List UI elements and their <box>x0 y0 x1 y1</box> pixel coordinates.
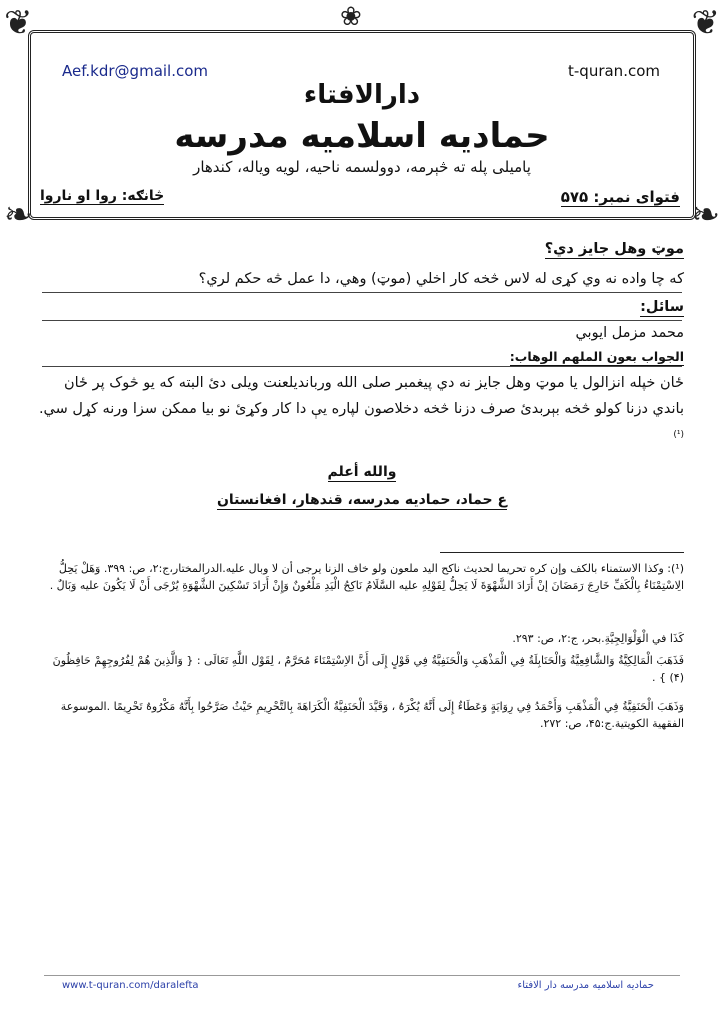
footer-divider <box>44 975 680 976</box>
wallahu-text: والله أعلم <box>327 464 397 480</box>
corner-ornament-icon: ❧ <box>691 195 720 235</box>
site-label: t-quran.com <box>568 62 660 80</box>
corner-ornament-icon: ❦ <box>691 3 720 43</box>
email-link[interactable]: Aef.kdr@gmail.com <box>62 62 209 80</box>
signature <box>0 492 724 508</box>
footer-label: حمادیه اسلامیه مدرسه دار الافتاء <box>517 980 654 991</box>
question-title-text: موټ وهل جایز دي؟ <box>544 241 684 257</box>
corner-ornament-icon: ❧ <box>4 195 33 235</box>
daralifta-title: دارالافتاء <box>303 80 421 110</box>
address-line: پامیلی پله ته څېرمه، دوولسمه ناحیه، لویه ویاله، کندهار <box>193 158 531 176</box>
footnote-marker: (¹) <box>673 430 684 440</box>
fatwa-number: فتوای نمبر: ۵۷۵ <box>560 188 680 206</box>
divider <box>42 292 682 293</box>
top-ornament-icon: ❀ <box>340 2 362 32</box>
footnote-3: فَذَهَبَ الْمَالِكِيَّةُ وَالشَّافِعِيَّةُ وَالْحَنَابِلَةُ فِي الْمَذْهَبِ وَالْحَنَفِيَّةُ فِي قَوْلٍ إِلَى أَنَّ الاِسْتِمْنَاءَ مُحَرَّمٌ ، لِقَوْل اللَّهِ تَعَالَى : { وَالَّذِينَ هُمْ لِفُرُوجِهِمْ حَافِظُونَ (۴) } . <box>52 654 684 684</box>
category-label: څانګه: روا او ناروا <box>40 188 165 204</box>
madrasa-title: حمادیه اسلامیه مدرسه <box>174 116 550 156</box>
question-title <box>38 236 684 262</box>
divider <box>42 366 682 367</box>
answer-text: ځان خپله انزالول یا موټ وهل جایز نه دي پیغمبر صلی الله وربانديلعنت ویلی دئ البته که یو څوک پر ځان باندي دزنا کولو څخه بېربدئ صرف دزنا څخه دخلاصون لپاره یې دا کار وکړئ نو بیا ممکن سزا ورنه کړل سي. <box>38 375 684 417</box>
answer-paragraph <box>38 370 684 452</box>
footnote-divider <box>440 552 684 553</box>
corner-ornament-icon: ❦ <box>4 3 33 43</box>
footer-link[interactable]: www.t-quran.com/daralefta <box>62 980 199 991</box>
asker-label-row <box>38 294 684 320</box>
wallahu-alam <box>0 464 724 480</box>
question-text: که چا واده نه وي کړی له لاس څخه کار اخلي (موټ) وهي، دا عمل څه حکم لري؟ <box>198 271 684 287</box>
asker-name: محمد مزمل ایوبي <box>575 325 684 341</box>
asker-label: سائل: <box>640 299 684 315</box>
footnote-4: وَذَهَبَ الْحَنَفِيَّةُ فِي الْمَذْهَبِ وَأَحْمَدُ فِي رِوَايَةٍ وَعَطَاءٌ إِلَى أَنَّهُ يُكْرَهُ ، وَقَيَّدَ الْحَنَفِيَّةُ الْكَرَاهَةَ بِالتَّحْرِيمِ حَيْثُ صَرَّحُوا بِأَنَّهُ مَكْرُوهٌ تَحْرِيمًا .الموسوعة الفقهية الكويتية.ج:۴۵، ص: ۲۷۲. <box>60 700 684 730</box>
answer-heading: الجواب بعون الملهم الوهاب: <box>509 349 684 364</box>
footnote-2: كَذَا في الْوَلْوَالِجِيَّةِ.بحر، ج:۲، ص: ۲۹۳. <box>512 632 684 645</box>
footnote-1: (¹): وکذا الاستمناء بالكف وإن كره تحريما لحديث ناكح اليد ملعون ولو خاف الزنا يرجى أن لا وبال عليه.الدرالمختار،ج:۲، ص: ۳۹۹. وَهَلْ يَحِلُّ الِاسْتِمْنَاءُ بِالْكَفِّ خَارِجَ رَمَضَانَ إنْ أَرَادَ الشَّهْوَةَ لَا يَحِلُّ لِقَوْلِهِ عليه السَّلَامُ نَاكِحُ الْيَدِ مَلْعُونٌ وَإِنْ أَرَادَ تَسْكِينَ الشَّهْوَةِ يُرْجَى أَنْ لَا يَكُونَ عليه وَبَالٌ . <box>49 562 684 592</box>
signature-text: ع حماد، حمادیه مدرسه، قندهار، افغانستان <box>216 492 508 508</box>
